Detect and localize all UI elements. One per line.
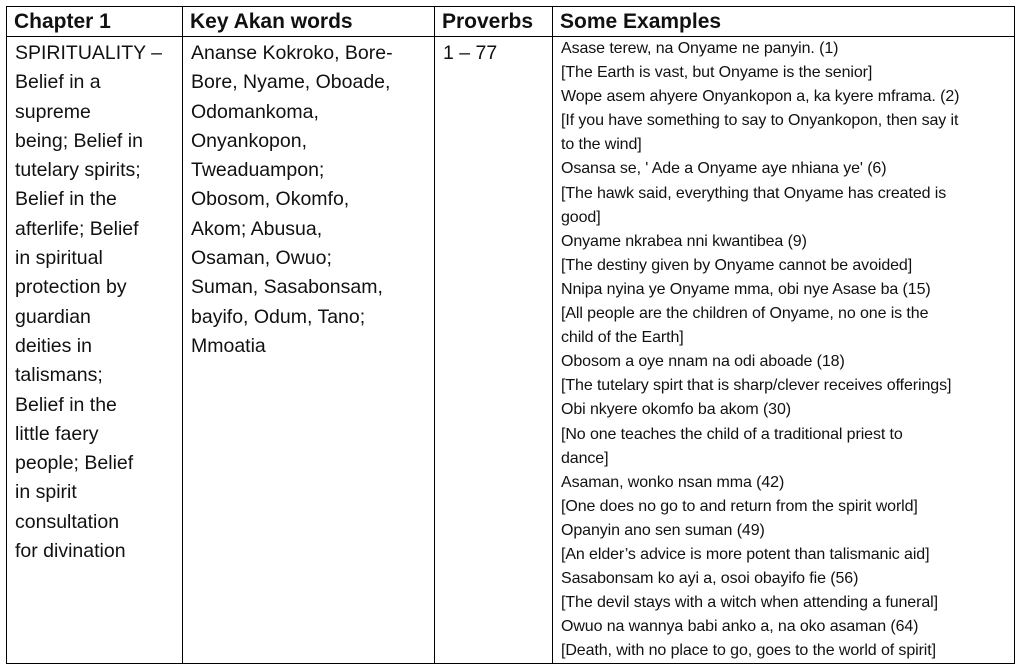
header-key-akan-words: Key Akan words	[183, 7, 435, 37]
header-row	[7, 7, 1015, 37]
key-word-line: Onyankopon,	[191, 129, 308, 152]
proverbs-range: 1 – 77	[443, 42, 498, 64]
key-word-line: Osaman, Owuo;	[191, 247, 332, 270]
example-line: [No one teaches the child of a traditional priest to	[561, 425, 903, 443]
chapter-line: Belief in the	[15, 393, 117, 416]
example-line: Sasabonsam ko ayi a, osoi obayifo fie (56)	[561, 570, 859, 588]
example-line: Opanyin ano sen suman (49)	[561, 521, 765, 539]
example-line: Asase terew, na Onyame ne panyin. (1)	[561, 40, 839, 57]
example-line: [An elder’s advice is more potent than talismanic aid]	[561, 545, 930, 563]
key-word-line: Bore, Nyame, Oboade,	[191, 71, 391, 94]
header-chapter: Chapter 1	[7, 7, 183, 37]
example-line: [The tutelary spirt that is sharp/clever receives offerings]	[561, 377, 952, 395]
chapter-line: guardian	[15, 305, 91, 328]
examples-cell	[553, 37, 1015, 664]
example-line: [If you have something to say to Onyankopon, then say it	[561, 112, 959, 130]
example-line: Asaman, wonko nsan mma (42)	[561, 473, 785, 491]
chapter-line: supreme	[15, 100, 91, 123]
example-line: to the wind]	[561, 136, 642, 154]
example-line: [Death, with no place to go, goes to the world of spirit]	[561, 642, 936, 660]
example-line: [The destiny given by Onyame cannot be avoided]	[561, 256, 913, 274]
chapter-line: people; Belief	[15, 452, 134, 475]
header-proverbs: Proverbs	[435, 7, 553, 37]
chapter-line: Belief in a	[15, 71, 101, 94]
example-line: Osansa se, ' Ade a Onyame aye nhiana ye' (6)	[561, 160, 887, 178]
chapter-line: tutelary spirits;	[15, 159, 141, 182]
table-row	[7, 37, 1015, 664]
chapter-cell	[7, 37, 183, 664]
chapter-line: afterlife; Belief	[15, 217, 139, 240]
chapter-line: consultation	[15, 510, 120, 533]
key-word-line: Odomankoma,	[191, 100, 319, 123]
chapter-line: in spirit	[15, 481, 77, 504]
chapter-line: for divination	[15, 540, 126, 563]
example-line: [The hawk said, everything that Onyame has created is	[561, 184, 947, 202]
example-line: child of the Earth]	[561, 329, 684, 347]
key-word-line: bayifo, Odum, Tano;	[191, 305, 366, 328]
proverbs-cell	[435, 37, 553, 664]
example-line: [One does no go to and return from the spirit world]	[561, 497, 918, 515]
key-word-line: Suman, Sasabonsam,	[191, 276, 383, 299]
example-line: good]	[561, 208, 601, 226]
chapter-line: talismans;	[15, 364, 103, 387]
chapter-line: little faery	[15, 422, 99, 445]
key-word-line: Obosom, Okomfo,	[191, 188, 350, 211]
chapter-line: being; Belief in	[15, 129, 143, 152]
example-line: [The Earth is vast, but Onyame is the senior]	[561, 64, 873, 82]
example-line: Owuo na wannya babi anko a, na oko asaman (64)	[561, 618, 919, 636]
chapter-line: deities in	[15, 334, 92, 357]
key-word-line: Akom; Abusua,	[191, 217, 323, 240]
header-some-examples: Some Examples	[553, 7, 1015, 37]
key-word-line: Tweaduampon;	[191, 159, 325, 182]
example-line: Obi nkyere okomfo ba akom (30)	[561, 401, 791, 419]
chapter-line: protection by	[15, 276, 127, 299]
example-line: Wope asem ahyere Onyankopon a, ka kyere mframa. (2)	[561, 88, 960, 106]
example-line: Nnipa nyina ye Onyame mma, obi nye Asase ba (15)	[561, 280, 931, 298]
proverbs-table	[6, 6, 1015, 664]
key-word-line: Mmoatia	[191, 334, 266, 357]
chapter-line: Belief in the	[15, 188, 117, 211]
chapter-line: in spiritual	[15, 247, 103, 270]
key-akan-words-cell	[183, 37, 435, 664]
example-line: [All people are the children of Onyame, no one is the	[561, 305, 929, 323]
example-line: [The devil stays with a witch when attending a funeral]	[561, 594, 938, 612]
chapter-line: SPIRITUALITY –	[15, 42, 163, 64]
key-word-line: Ananse Kokroko, Bore-	[191, 42, 393, 64]
example-line: Obosom a oye nnam na odi aboade (18)	[561, 353, 845, 371]
example-line: Onyame nkrabea nni kwantibea (9)	[561, 232, 807, 250]
example-line: dance]	[561, 449, 609, 467]
